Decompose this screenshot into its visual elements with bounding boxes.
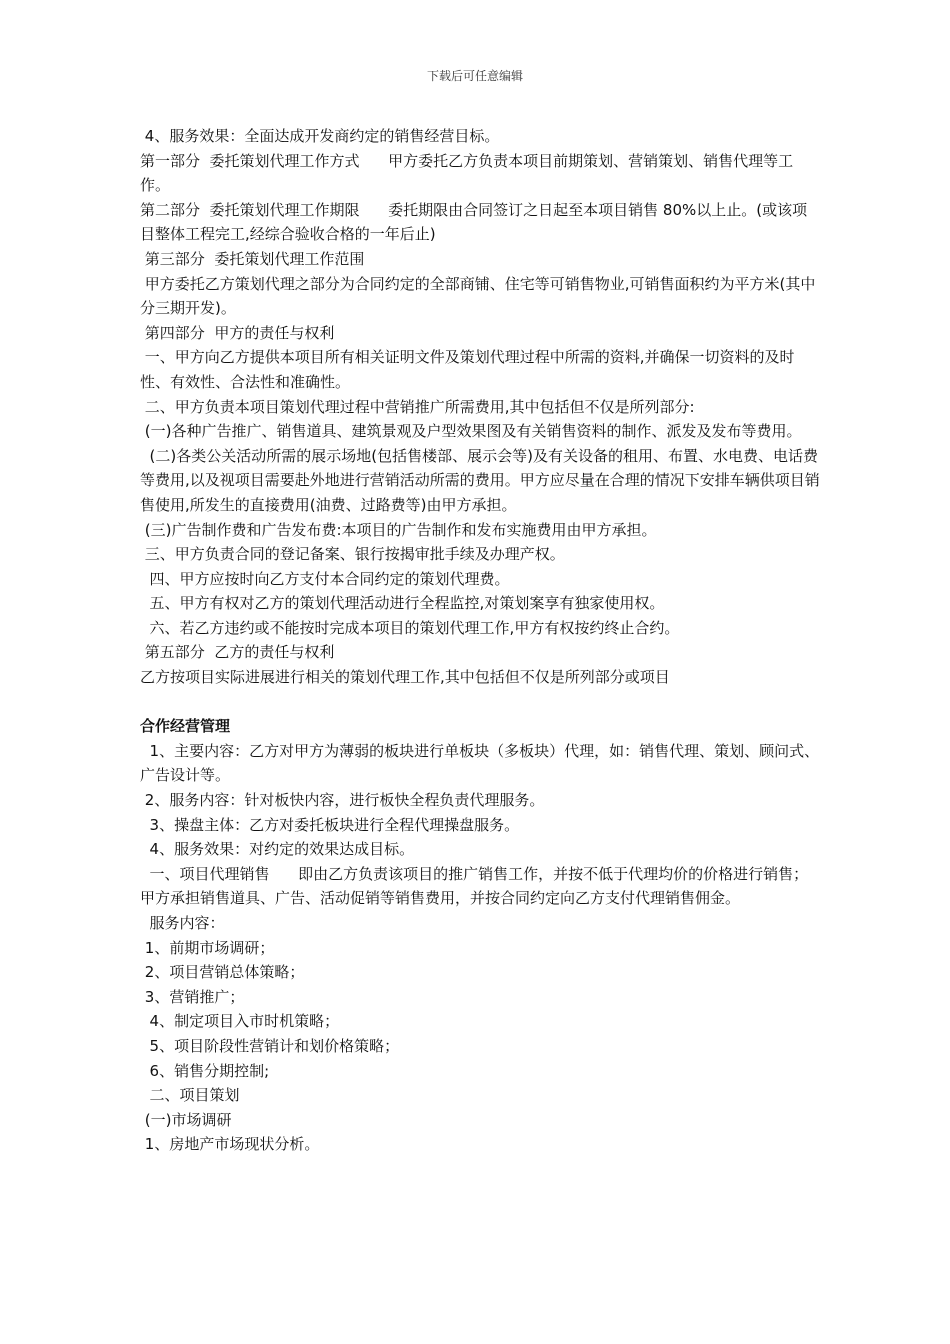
paragraph: 1、前期市场调研； — [140, 938, 275, 957]
paragraph: 2、项目营销总体策略； — [140, 963, 305, 982]
paragraph: 三、甲方负责合同的登记备案、银行按揭审批手续及办理产权。 — [140, 545, 565, 564]
paragraph: 六、若乙方违约或不能按时完成本项目的策划代理工作,甲方有权按约终止合约。 — [140, 618, 680, 637]
paragraph: 第三部分 委托策划代理工作范围 — [140, 249, 365, 268]
paragraph: 3、营销推广； — [140, 987, 245, 1006]
paragraph: (三)广告制作费和广告发布费:本项目的广告制作和发布实施费用由甲方承担。 — [140, 520, 657, 539]
paragraph: 4、服务效果：对约定的效果达成目标。 — [140, 840, 415, 859]
paragraph: 乙方按项目实际进展进行相关的策划代理工作,其中包括但不仅是所列部分或项目 — [140, 668, 670, 687]
paragraph: 第四部分 甲方的责任与权利 — [140, 323, 335, 342]
blank-line — [140, 690, 820, 715]
cooperation-section — [140, 739, 820, 1157]
paragraph: (二)各类公关活动所需的展示场地(包括售楼部、展示会等)及有关设备的租用、布置、水电费、电话费等费用,以及视项目需要赴外地进行营销活动所需的费用。甲方应尽量在合理的情况下安排车辆供项目销售使用,所发生的直接费用(油费、过路费等)由甲方承担。 — [140, 446, 820, 514]
paragraph: 3、操盘主体：乙方对委托板块进行全程代理操盘服务。 — [140, 815, 520, 834]
paragraph: 第一部分 委托策划代理工作方式 甲方委托乙方负责本项目前期策划、营销策划、销售代理等工作。 — [140, 151, 794, 195]
paragraph: 1、主要内容：乙方对甲方为薄弱的板块进行单板块（多板块）代理，如：销售代理、策划、顾问式、广告设计等。 — [140, 741, 820, 785]
paragraph: 二、甲方负责本项目策划代理过程中营销推广所需费用,其中包括但不仅是所列部分: — [140, 397, 695, 416]
paragraph: 第二部分 委托策划代理工作期限 委托期限由合同签订之日起至本项目销售 80%以上止。(或该项目整体工程完工,经综合验收合格的一年后止) — [140, 200, 808, 244]
paragraph: 服务内容： — [140, 914, 225, 932]
paragraph: 1、房地产市场现状分析。 — [140, 1135, 320, 1154]
paragraph: 二、项目策划 — [140, 1086, 240, 1105]
paragraph: 甲方委托乙方策划代理之部分为合同约定的全部商铺、住宅等可销售物业,可销售面积约为平方米(其中分三期开发)。 — [140, 274, 816, 318]
paragraph: 6、销售分期控制; — [140, 1061, 270, 1080]
paragraph: (一)市场调研 — [140, 1110, 232, 1129]
paragraph: 4、服务效果：全面达成开发商约定的销售经营目标。 — [140, 127, 500, 145]
paragraph: 第五部分 乙方的责任与权利 — [140, 643, 335, 662]
paragraph: 五、甲方有权对乙方的策划代理活动进行全程监控,对策划案享有独家使用权。 — [140, 594, 665, 613]
section-title: 合作经营管理 — [140, 717, 231, 736]
paragraph: 四、甲方应按时向乙方支付本合同约定的策划代理费。 — [140, 569, 510, 588]
paragraph: 2、服务内容：针对板快内容，进行板快全程负责代理服务。 — [140, 791, 545, 810]
page-header: 下载后可任意编辑 — [426, 69, 523, 83]
paragraph: 5、项目阶段性营销计和划价格策略； — [140, 1036, 400, 1055]
paragraph: 4、制定项目入市时机策略； — [140, 1012, 340, 1031]
document-body — [140, 124, 820, 1157]
paragraph: 一、甲方向乙方提供本项目所有相关证明文件及策划代理过程中所需的资料,并确保一切资料的及时性、有效性、合法性和准确性。 — [140, 348, 795, 391]
contract-section — [140, 124, 820, 690]
paragraph: 一、项目代理销售 即由乙方负责该项目的推广销售工作，并按不低于代理均价的价格进行销售；甲方承担销售道具、广告、活动促销等销售费用，并按合同约定向乙方支付代理销售佣金。 — [140, 864, 809, 908]
paragraph: (一)各种广告推广、销售道具、建筑景观及户型效果图及有关销售资料的制作、派发及发布等费用。 — [140, 422, 802, 441]
